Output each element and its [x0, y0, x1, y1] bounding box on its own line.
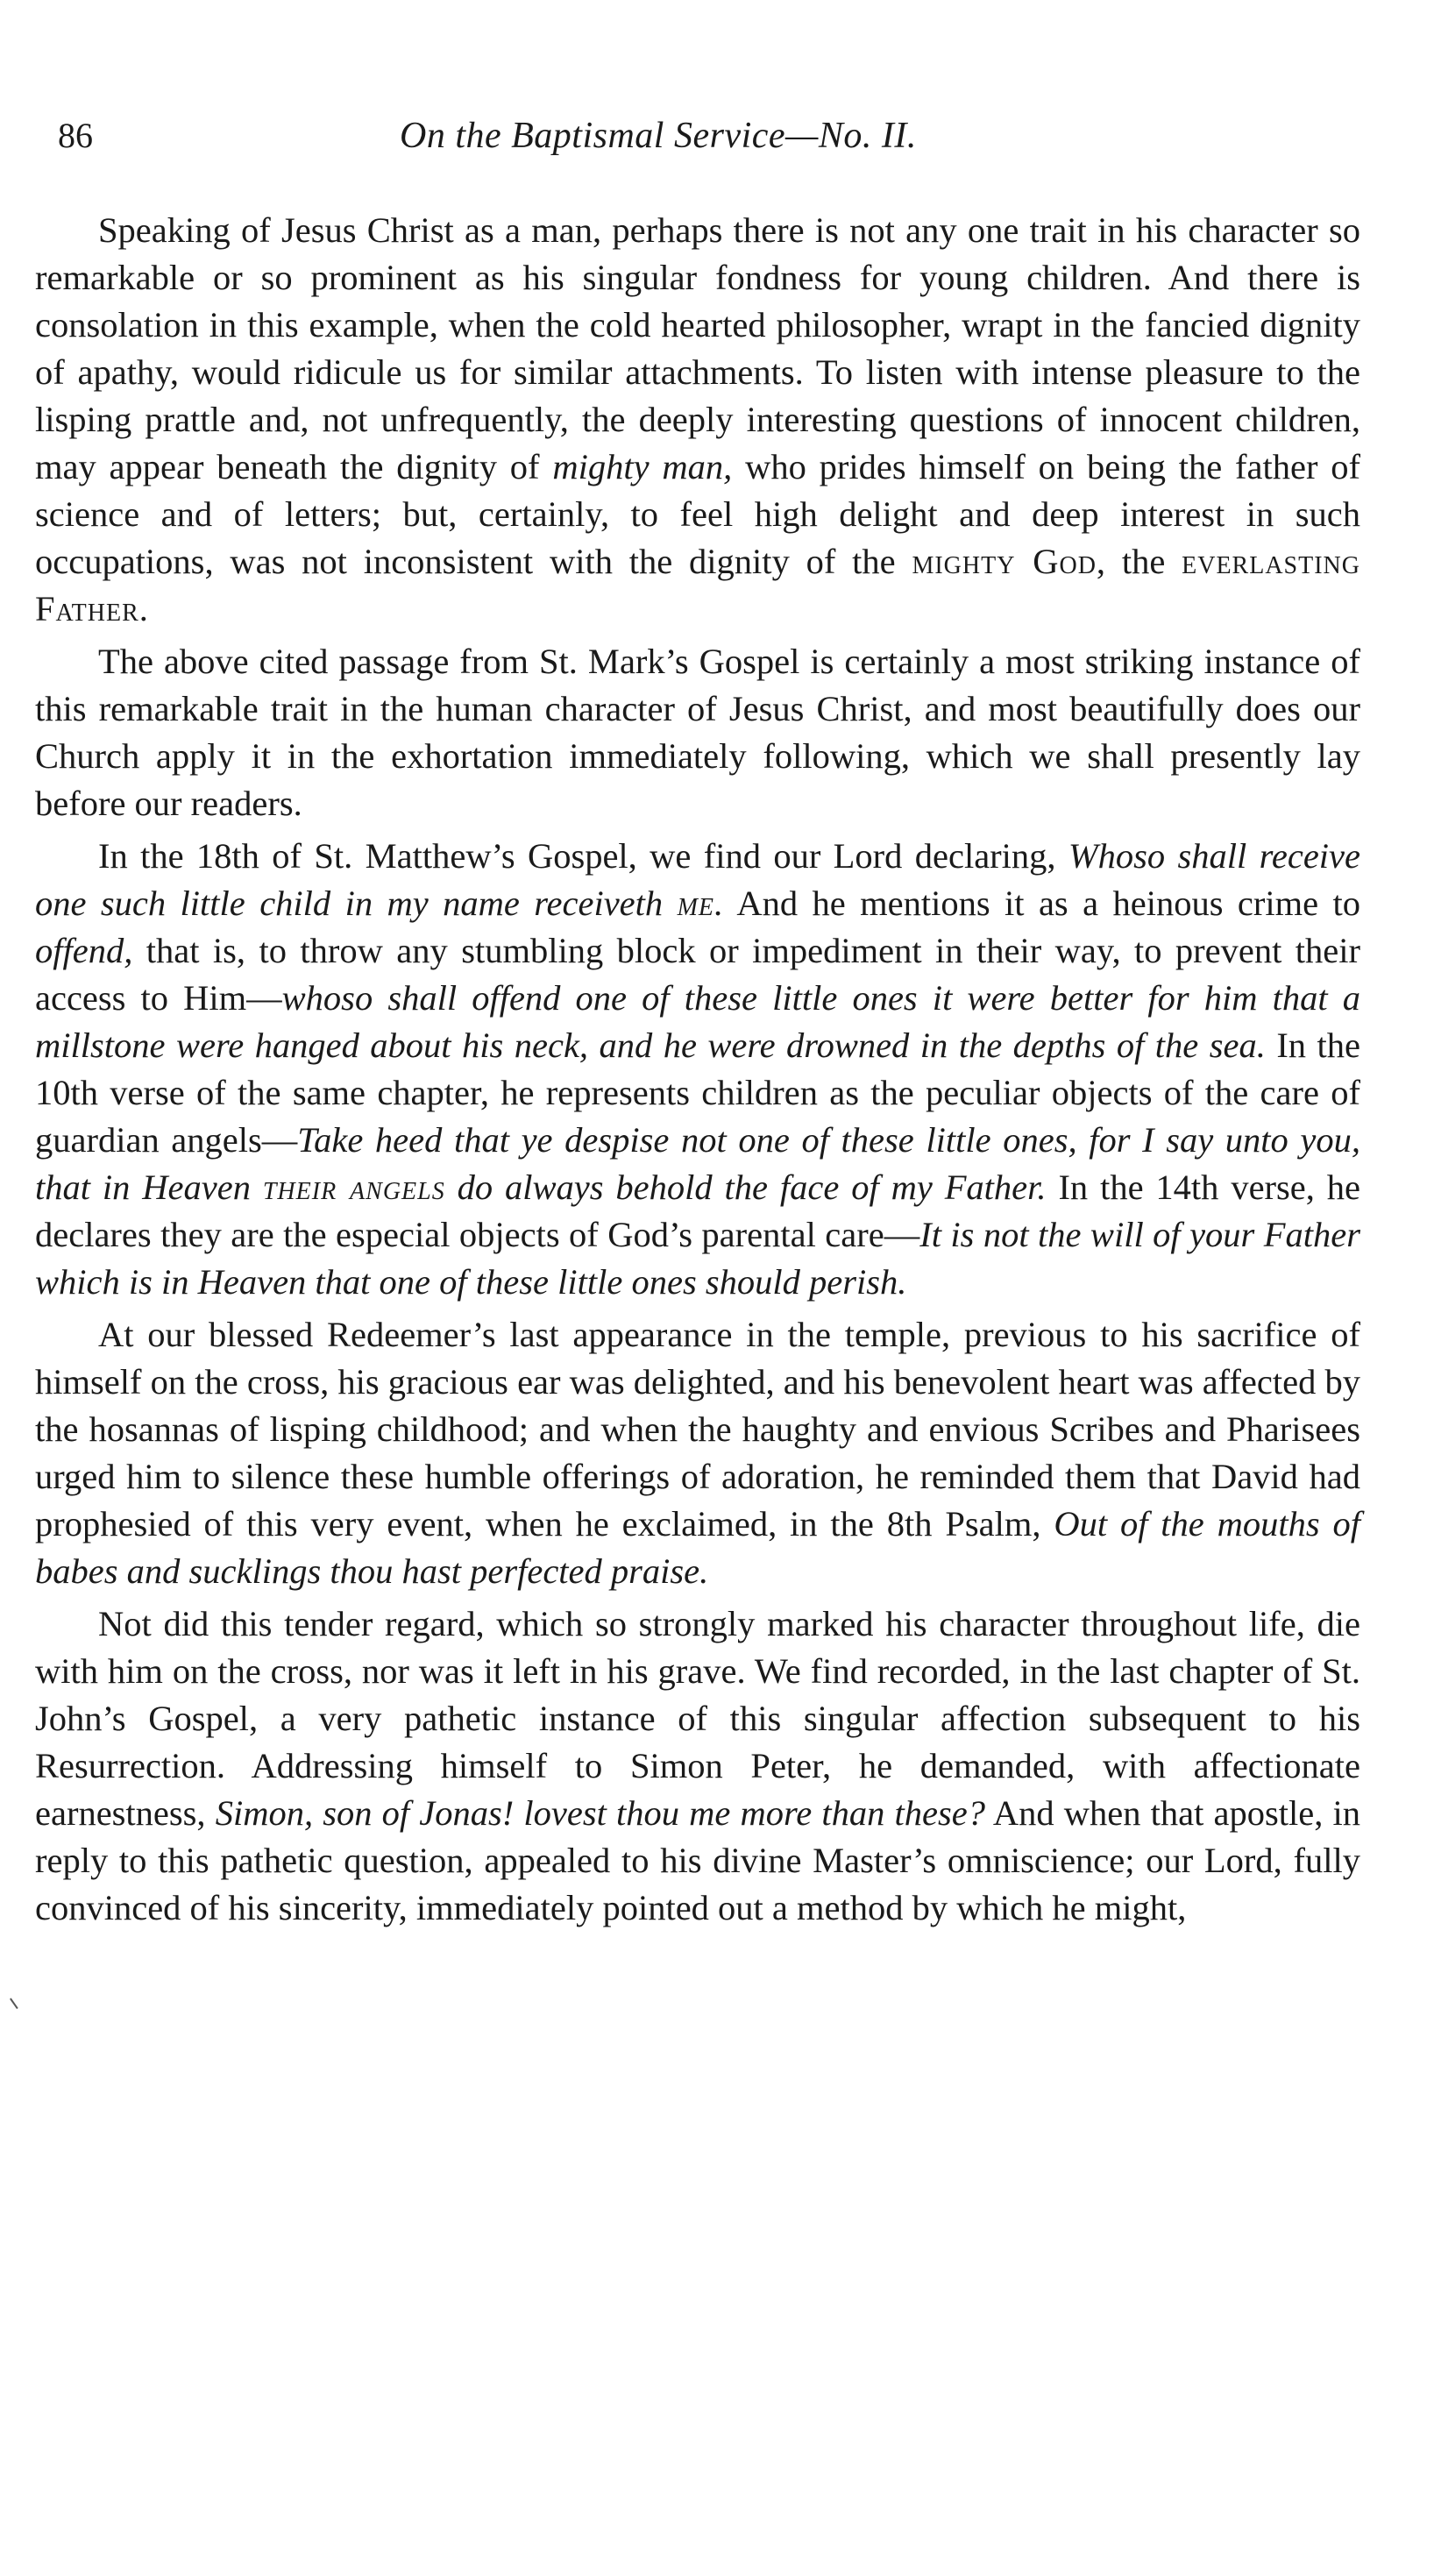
text-segment-italic: do always behold the face of my Father. [444, 1167, 1047, 1207]
paragraph [35, 833, 1360, 1306]
text-segment: In the 18th of St. Matthew’s Gospel, we find our Lord declaring, [98, 836, 1068, 876]
text-segment-smallcaps: their angels [262, 1167, 445, 1207]
text-segment: that is, to throw any stumbling block or impediment in their way, to prevent their access to Him— [35, 931, 1360, 1018]
running-title: On the Baptismal Service—No. II. [400, 116, 917, 156]
text-segment-smallcaps: me. [677, 884, 725, 923]
text-segment: who prides himself on being the father of science and of letters; but, certainly, to feel high delight and deep interest in such occupations, was not inconsistent with the dignity of the [35, 447, 1360, 581]
page-header [58, 114, 1364, 167]
text-segment: Speaking of Jesus Christ as a man, perhaps there is not any one trait in his character so remarkable or so prominent as his singular fondness for young children. And there is consolation in this example, when the cold hearted philosopher, wrapt in the fancied dignity of apathy, would ridicule us for similar attachments. To listen with intense pleasure to the lisping prattle and, not unfrequently, the deeply interesting questions of innocent children, may appear beneath the dignity of [35, 210, 1360, 486]
body-text [35, 207, 1360, 1932]
text-segment-italic: Out of the mouths of babes and sucklings thou hast perfected praise. [35, 1504, 1360, 1591]
text-segment: , the [1096, 542, 1182, 581]
text-segment: Not did this tender regard, which so strongly marked his character throughout life, die with him on the cross, nor was it left in his grave. We find recorded, in the last chapter of St. John’s Gospel, a very pathetic instance of this singular affection subsequent to his Resurrection. Addressing himself to Simon Peter, he demanded, with affectionate earnestness, [35, 1604, 1360, 1833]
paragraph [35, 1311, 1360, 1595]
paragraph [35, 1600, 1360, 1932]
text-segment: And when that apostle, in reply to this pathetic question, appealed to his divine Master’s omniscience; our Lord, fully convinced of his sincerity, immediately pointed out a method by which he might, [35, 1793, 1360, 1927]
text-segment-smallcaps: mighty God [912, 542, 1097, 581]
page-number: 86 [58, 116, 93, 155]
margin-mark [10, 1993, 25, 2009]
paragraph [35, 638, 1360, 827]
text-segment-smallcaps: everlasting Father [35, 542, 1360, 628]
text-segment: And he mentions it as a heinous crime to [724, 884, 1360, 923]
text-segment: In the 14th verse, he declares they are the especial objects of God’s parental care— [35, 1167, 1360, 1254]
text-segment-italic: Simon, son of Jonas! lovest thou me more than these? [215, 1793, 985, 1833]
text-segment: The above cited passage from St. Mark’s Gospel is certainly a most striking instance of this remarkable trait in the human character of Jesus Christ, and most beautifully does our Church apply it in the exhortation immediately following, which we shall presently lay before our readers. [35, 642, 1360, 823]
text-segment-italic: offend, [35, 931, 133, 970]
text-segment-italic: Whoso shall receive one such little child in my name receiveth [35, 836, 1360, 923]
text-segment-italic: It is not the will of your Father which is in Heaven that one of these little ones should perish. [35, 1215, 1360, 1302]
text-segment: . [138, 589, 148, 628]
text-segment-italic: Take heed that ye despise not one of these little ones, for I say unto you, that in Heaven [35, 1120, 1361, 1207]
text-segment-italic: mighty man, [552, 447, 733, 486]
text-segment: In the 10th verse of the same chapter, he represents children as the peculiar objects of the care of guardian angels— [35, 1025, 1360, 1160]
text-segment-italic: whoso shall offend one of these little ones it were better for him that a millstone were hanged about his neck, and he were drowned in the depths of the sea. [35, 978, 1360, 1065]
paragraph [35, 207, 1360, 633]
text-segment: At our blessed Redeemer’s last appearance in the temple, previous to his sacrifice of himself on the cross, his gracious ear was delighted, and his benevolent heart was affected by the hosannas of lisping childhood; and when the haughty and envious Scribes and Pharisees urged him to silence these humble offerings of adoration, he reminded them that David had prophesied of this very event, when he exclaimed, in the 8th Psalm, [35, 1315, 1360, 1543]
